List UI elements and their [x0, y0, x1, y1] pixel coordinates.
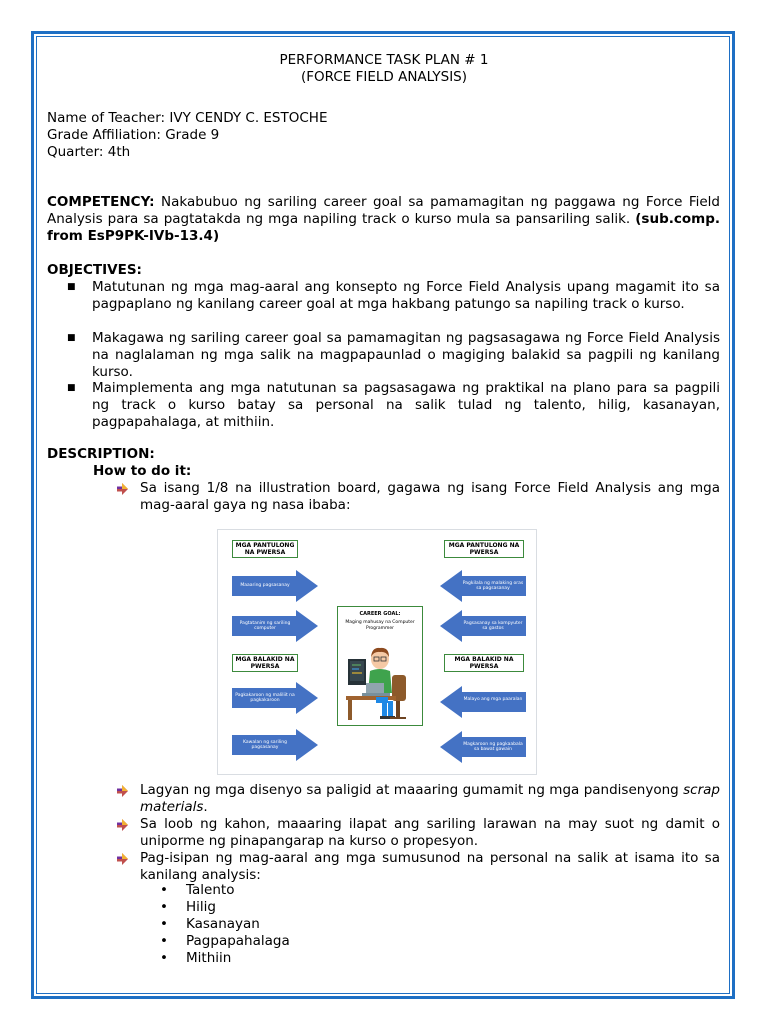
description-heading: DESCRIPTION:: [47, 446, 155, 462]
objective-bullet-1: ■: [67, 282, 76, 292]
factor-item: Mithiin: [186, 950, 232, 966]
page-subtitle: (FORCE FIELD ANALYSIS): [300, 69, 468, 85]
step-2-text: Lagyan ng mga disenyo sa paligid at maaaring gumamit ng mga pandisenyong: [140, 782, 679, 798]
force-field-illustration: [217, 529, 537, 775]
right-arrow-1-text: Pagkilala ng malaking oras sa pagsasanay: [462, 581, 524, 591]
objectives-heading: OBJECTIVES:: [47, 262, 142, 278]
factor-item: Kasanayan: [186, 916, 260, 932]
factor-bullet: •: [160, 899, 168, 915]
factor-bullet: •: [160, 933, 168, 949]
right-arrow-2-text: Pagsasanay sa kompyuter sa gastos: [463, 621, 523, 631]
career-goal-text: Maging mahusay na Computer Programmer: [345, 620, 415, 631]
right-arrow-4-text: Magkaroon ng pagkaabala sa bawat gawain: [463, 742, 523, 752]
right-arrow-4: [440, 731, 526, 763]
career-goal-box: [337, 606, 423, 726]
factor-item: Hilig: [186, 899, 216, 915]
left-top-label: MGA PANTULONG NA PWERSA: [232, 540, 298, 558]
quarter: Quarter: 4th: [47, 144, 131, 160]
objective-bullet-2: ■: [67, 333, 76, 343]
factor-bullet: •: [160, 950, 168, 966]
objective-3: [92, 380, 720, 431]
step-1: Sa isang 1/8 na illustration board, gagawa ng isang Force Field Analysis ang mga mag-aaral gaya ng nasa ibaba:: [140, 480, 720, 513]
left-arrow-4-text: Kawalan ng sariling pagsasanay: [243, 740, 287, 750]
objective-3-text: Maimplementa ang mga natutunan sa pagsasagawa ng praktikal na plano para sa pagpili ng track o kurso batay sa personal na salik tulad ng talento, hilig, kasanayan, pagpapahalaga, at mithiin.: [92, 380, 720, 430]
arrow-bullet-icon: [116, 785, 128, 797]
programmer-illustration-icon: [346, 645, 416, 723]
factor-bullet: •: [160, 882, 168, 898]
left-arrow-3-text: Pagkakaroon ng maliliit na pagkakaroon: [235, 693, 295, 703]
right-arrow-3-text: Malayo ang mga paaralan: [463, 697, 523, 702]
right-bottom-label: MGA BALAKID NA PWERSA: [444, 654, 524, 672]
career-goal-title: CAREER GOAL:: [359, 611, 401, 617]
competency-label: COMPETENCY:: [47, 194, 155, 210]
teacher-name: Name of Teacher: IVY CENDY C. ESTOCHE: [47, 110, 328, 126]
factor-item: Talento: [186, 882, 235, 898]
factor-bullet: •: [160, 916, 168, 932]
factor-item: Pagpapahalaga: [186, 933, 290, 949]
how-to-heading: How to do it:: [93, 463, 192, 479]
left-arrow-1: [232, 570, 318, 602]
competency-text: Nakabubuo ng sariling career goal sa pamamagitan ng paggawa ng Force Field Analysis para sa pagtatakda ng mga napiling track o kurso mula sa pansariling salik.: [47, 194, 720, 227]
objective-1: [92, 279, 720, 313]
objective-bullet-3: ■: [67, 383, 76, 393]
arrow-bullet-icon: [116, 819, 128, 831]
objective-2: [92, 330, 720, 381]
left-arrow-2: [232, 610, 318, 642]
competency-paragraph: [47, 194, 720, 245]
objective-1-text: Matutunan ng mga mag-aaral ang konsepto ng Force Field Analysis upang magamit ito sa pagpaplano ng kanilang career goal at mga hakbang patungo sa napiling track o kurso.: [92, 279, 720, 312]
step-2-italic: scrap materials: [140, 782, 720, 815]
left-arrow-4: [232, 729, 318, 761]
left-bottom-label: MGA BALAKID NA PWERSA: [232, 654, 298, 672]
step-3: Sa loob ng kahon, maaaring ilapat ang sariling larawan na may suot ng damit o uniporme ng pinapangarap na kurso o propesyon.: [140, 816, 720, 849]
left-arrow-2-text: Pagtatanim ng sariling computer: [239, 621, 291, 631]
right-arrow-1: [440, 570, 526, 602]
objective-2-text: Makagawa ng sariling career goal sa pamamagitan ng pagsasagawa ng Force Field Analysis na naglalaman ng mga salik na magpapaunlad o magiging balakid sa pagpili ng kanilang kurso.: [92, 330, 720, 380]
step-4: Pag-isipan ng mag-aaral ang mga sumusunod na personal na salik at isama ito sa kanilang analysis:: [140, 850, 720, 883]
step-2: Lagyan ng mga disenyo sa paligid at maaaring gumamit ng mga pandisenyong scrap materials.: [140, 782, 720, 815]
arrow-bullet-icon: [116, 853, 128, 865]
competency-code: (sub.comp. from EsP9PK-IVb-13.4): [47, 211, 720, 244]
left-arrow-1-text: Maaaring pagsasanay: [240, 583, 290, 588]
right-arrow-3: [440, 686, 526, 718]
arrow-bullet-icon: [116, 483, 128, 495]
page-title: PERFORMANCE TASK PLAN # 1: [279, 52, 489, 68]
grade-affiliation: Grade Affiliation: Grade 9: [47, 127, 220, 143]
right-arrow-2: [440, 610, 526, 642]
right-top-label: MGA PANTULONG NA PWERSA: [444, 540, 524, 558]
left-arrow-3: [232, 682, 318, 714]
